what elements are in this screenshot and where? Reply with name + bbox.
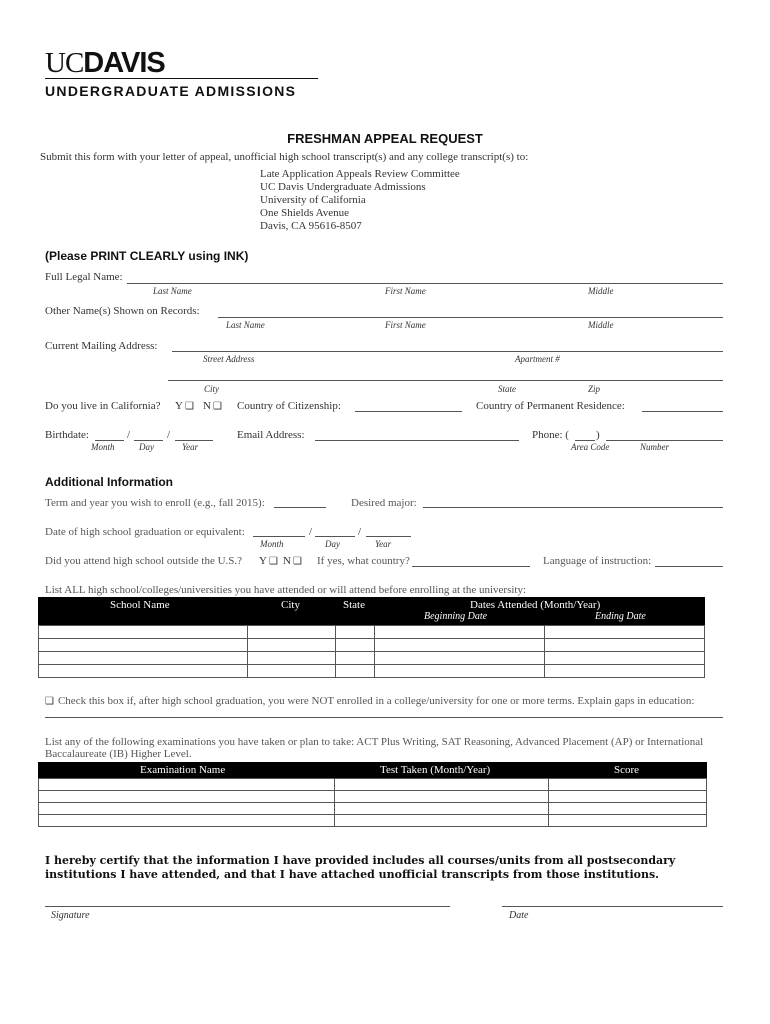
gap-checkbox-row [45, 695, 694, 707]
table-cell[interactable] [545, 665, 705, 678]
col-school-name: School Name [110, 599, 170, 611]
table-cell[interactable] [247, 639, 335, 652]
apartment-caption: Apartment # [515, 354, 560, 364]
major-label: Desired major: [351, 497, 417, 509]
other-names-field[interactable] [218, 317, 723, 318]
grad-month-field[interactable] [253, 536, 305, 537]
mailing-address-label: Current Mailing Address: [45, 340, 158, 352]
year-caption: Year [182, 442, 199, 452]
table-cell[interactable] [335, 639, 375, 652]
table-cell[interactable] [335, 652, 375, 665]
grad-date-label: Date of high school graduation or equivalent: [45, 526, 245, 538]
month-caption: Month [91, 442, 115, 452]
state-caption: State [498, 384, 516, 394]
term-label: Term and year you wish to enroll (e.g., fall 2015): [45, 497, 265, 509]
street-address-field[interactable] [172, 351, 723, 352]
day-caption: Day [325, 539, 340, 549]
table-cell[interactable] [39, 779, 335, 791]
year-caption: Year [375, 539, 392, 549]
table-cell[interactable] [334, 791, 549, 803]
checkbox-icon[interactable]: ❑ [184, 401, 194, 412]
birth-year-field[interactable] [175, 440, 213, 441]
schools-table-header [38, 597, 705, 625]
zip-caption: Zip [588, 384, 601, 394]
phone-number-field[interactable] [606, 440, 723, 441]
email-field[interactable] [315, 440, 519, 441]
table-cell[interactable] [247, 665, 335, 678]
ca-yes-option[interactable]: Y ❑ [175, 400, 194, 412]
month-caption: Month [260, 539, 284, 549]
gap-text: Check this box if, after high school graduation, you were NOT enrolled in a college/university for one or more terms. Explain gaps in education: [57, 695, 695, 707]
citizenship-label: Country of Citizenship: [237, 400, 341, 412]
table-row [39, 626, 705, 639]
table-row [39, 791, 707, 803]
outside-us-label: Did you attend high school outside the U.S.? [45, 555, 243, 567]
col-exam-name: Examination Name [140, 764, 226, 776]
phone-label: Phone: ( [532, 429, 569, 441]
address-line: University of California [260, 194, 366, 206]
date-slash: / [167, 429, 171, 441]
table-row [39, 815, 707, 827]
col-city: City [281, 599, 300, 611]
col-beginning-date: Beginning Date [424, 611, 488, 622]
date-slash: / [358, 526, 362, 538]
col-test-taken: Test Taken (Month/Year) [380, 764, 491, 776]
address-line: One Shields Avenue [260, 207, 350, 219]
signature-field[interactable] [45, 906, 450, 907]
outside-us-no-option[interactable]: N ❑ [283, 555, 302, 567]
grad-year-field[interactable] [366, 536, 411, 537]
phone-close-paren: ) [596, 429, 600, 441]
table-cell[interactable] [39, 815, 335, 827]
schools-table [38, 625, 705, 678]
table-cell[interactable] [334, 815, 549, 827]
area-code-caption: Area Code [571, 442, 610, 452]
col-ending-date: Ending Date [595, 611, 646, 622]
table-cell[interactable] [39, 626, 248, 639]
street-address-caption: Street Address [203, 354, 255, 364]
table-cell[interactable] [545, 639, 705, 652]
city-caption: City [204, 384, 219, 394]
table-cell[interactable] [39, 639, 248, 652]
full-legal-name-label: Full Legal Name: [45, 271, 123, 283]
exams-table [38, 778, 707, 827]
signature-caption: Signature [51, 910, 90, 921]
form-title: FRESHMAN APPEAL REQUEST [287, 131, 483, 146]
date-slash: / [309, 526, 313, 538]
table-cell[interactable] [549, 803, 707, 815]
mailing-address-block [260, 168, 460, 233]
address-line: Davis, CA 95616-8507 [260, 220, 362, 232]
last-name-caption: Last Name [226, 320, 265, 330]
table-cell[interactable] [335, 626, 375, 639]
table-row [39, 652, 705, 665]
permanent-residence-label: Country of Permanent Residence: [476, 400, 625, 412]
table-cell[interactable] [334, 803, 549, 815]
date-slash: / [127, 429, 131, 441]
logo-uc: UC [45, 47, 84, 79]
grad-day-field[interactable] [315, 536, 355, 537]
table-cell[interactable] [549, 815, 707, 827]
birth-month-field[interactable] [95, 440, 124, 441]
certification-text: I hereby certify that the information I have provided includes all courses/units from all postsecondary institutions I have attended, and that I have attached unofficial transcripts from those institutions. [45, 854, 676, 881]
address-line: Late Application Appeals Review Committee [260, 168, 460, 180]
city-state-zip-field[interactable] [168, 380, 723, 381]
list-schools-label: List ALL high school/colleges/universities you have attended or will attend before enrolling at the university: [45, 584, 527, 596]
logo-rule [45, 78, 318, 79]
additional-info-heading: Additional Information [45, 475, 173, 489]
form-instructions: Submit this form with your letter of appeal, unofficial high school transcript(s) and any college transcript(s) to: [40, 151, 529, 163]
table-cell[interactable] [375, 639, 545, 652]
checkbox-icon[interactable]: ❑ [212, 401, 222, 412]
permanent-residence-field[interactable] [642, 411, 723, 412]
table-cell[interactable] [39, 652, 248, 665]
if-yes-country-label: If yes, what country? [317, 555, 410, 567]
table-row [39, 639, 705, 652]
email-label: Email Address: [237, 429, 305, 441]
date-caption: Date [509, 910, 529, 921]
col-state: State [343, 599, 365, 611]
area-code-field[interactable] [575, 440, 595, 441]
citizenship-field[interactable] [355, 411, 462, 412]
table-row [39, 665, 705, 678]
table-cell[interactable] [375, 665, 545, 678]
checkbox-icon[interactable]: ❑ [268, 556, 278, 567]
ca-no-option[interactable]: N ❑ [203, 400, 222, 412]
live-in-ca-label: Do you live in California? [45, 400, 161, 412]
gap-checkbox-icon[interactable]: ❑ [45, 696, 54, 707]
outside-us-yes-option[interactable]: Y ❑ [259, 555, 278, 567]
table-row [39, 779, 707, 791]
table-cell[interactable] [545, 626, 705, 639]
other-names-label: Other Name(s) Shown on Records: [45, 305, 200, 317]
middle-caption: Middle [588, 320, 614, 330]
major-field[interactable] [423, 507, 723, 508]
table-cell[interactable] [375, 652, 545, 665]
checkbox-icon[interactable]: ❑ [292, 556, 302, 567]
day-caption: Day [139, 442, 154, 452]
table-cell[interactable] [549, 791, 707, 803]
uc-davis-logo [45, 47, 165, 79]
gap-explanation-field[interactable] [45, 717, 723, 718]
col-score: Score [614, 764, 640, 776]
table-cell[interactable] [335, 665, 375, 678]
logo-davis: DAVIS [83, 47, 165, 79]
number-caption: Number [640, 442, 669, 452]
exams-table-header [38, 762, 707, 778]
table-row [39, 803, 707, 815]
print-note: (Please PRINT CLEARLY using INK) [45, 249, 249, 263]
birthdate-label: Birthdate: [45, 429, 89, 441]
table-cell[interactable] [549, 779, 707, 791]
table-cell[interactable] [39, 791, 335, 803]
language-label: Language of instruction: [543, 555, 652, 567]
col-dates: Dates Attended (Month/Year) [470, 599, 601, 611]
country-field[interactable] [412, 566, 530, 567]
table-cell[interactable] [247, 626, 335, 639]
date-field[interactable] [502, 906, 723, 907]
first-name-caption: First Name [385, 320, 426, 330]
table-cell[interactable] [545, 652, 705, 665]
last-name-caption: Last Name [153, 286, 192, 296]
table-cell[interactable] [334, 779, 549, 791]
middle-caption: Middle [588, 286, 614, 296]
dept-name: UNDERGRADUATE ADMISSIONS [45, 83, 297, 99]
first-name-caption: First Name [385, 286, 426, 296]
full-legal-name-field[interactable] [127, 283, 723, 284]
exams-intro: List any of the following examinations you have taken or plan to take: ACT Plus Writing, SAT Reasoning, Advanced Placement (AP) or International Baccalaureate (IB) Higher Level. [45, 736, 704, 760]
table-cell[interactable] [39, 803, 335, 815]
birth-day-field[interactable] [134, 440, 163, 441]
table-cell[interactable] [247, 652, 335, 665]
table-cell[interactable] [39, 665, 248, 678]
table-cell[interactable] [375, 626, 545, 639]
address-line: UC Davis Undergraduate Admissions [260, 181, 426, 193]
term-field[interactable] [274, 507, 326, 508]
language-field[interactable] [655, 566, 723, 567]
